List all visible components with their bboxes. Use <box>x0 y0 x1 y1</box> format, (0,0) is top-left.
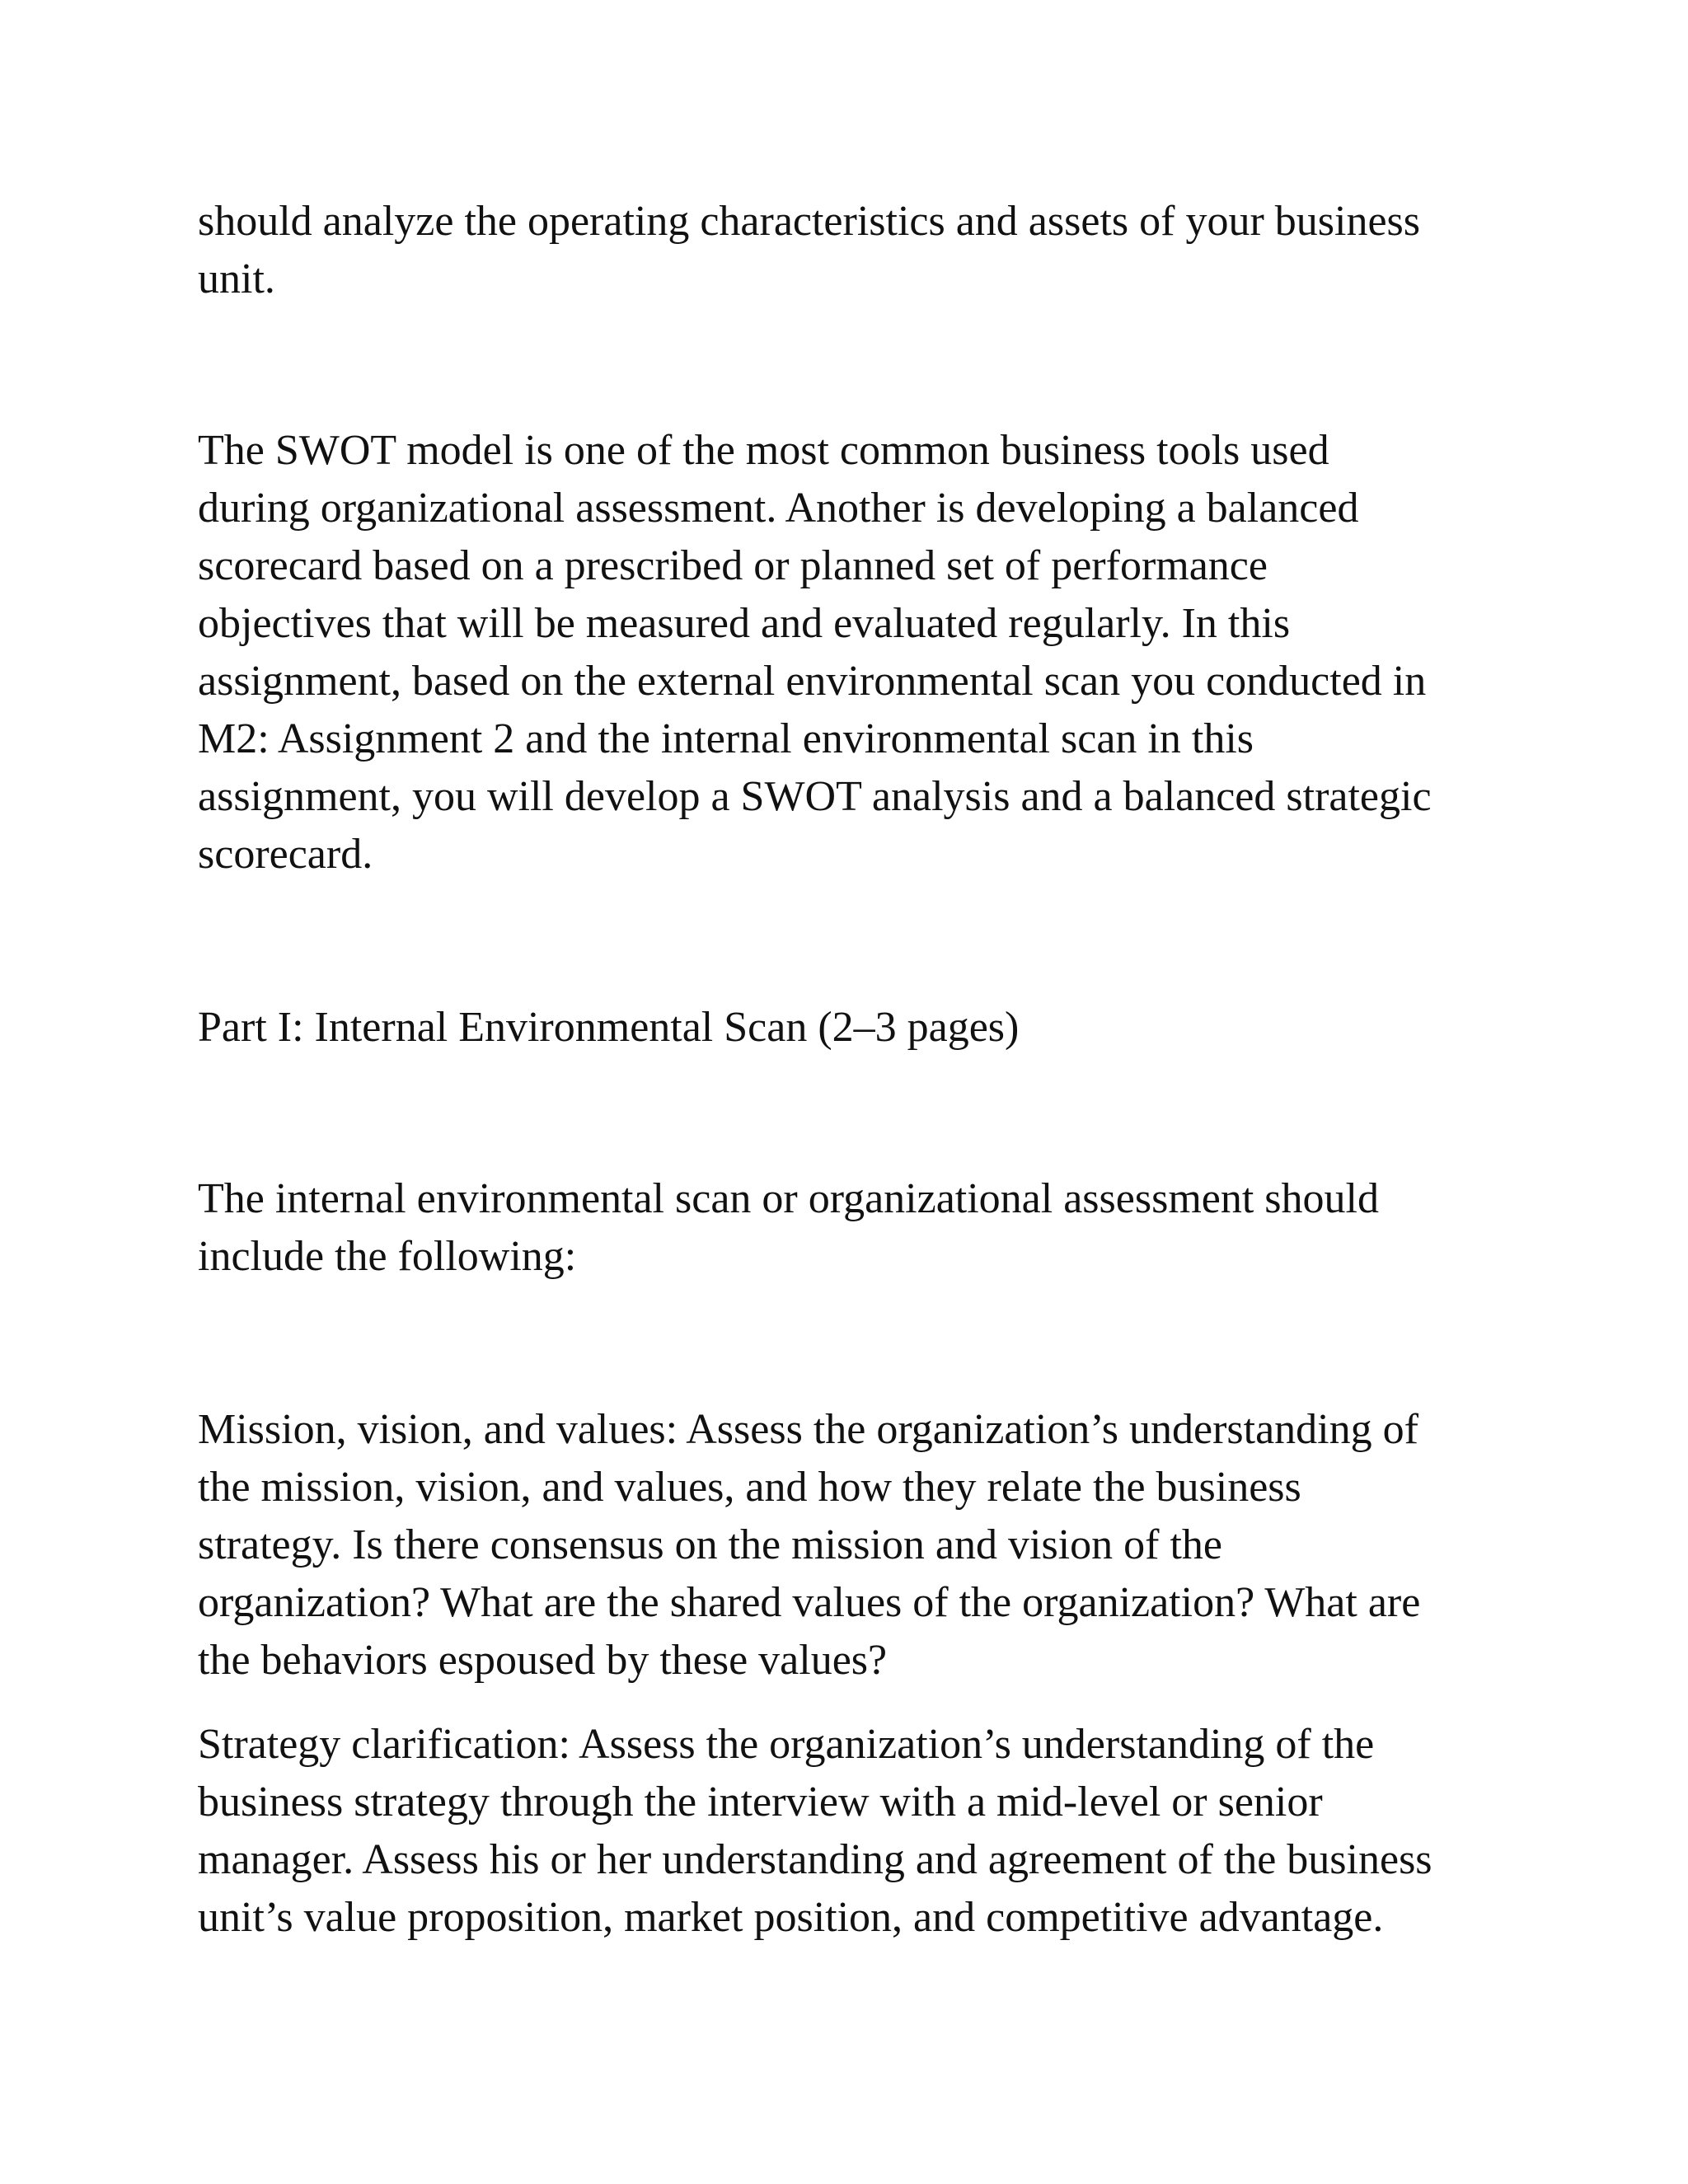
paragraph-scan-intro: The internal environmental scan or organizational assessment should include the following: <box>198 1175 1379 1280</box>
paragraph-strategy-clarification: Strategy clarification: Assess the organization’s understanding of the business strategy through the interview with a mid-level or senior manager. Assess his or her understanding and agreement of the business unit’s value proposition, market position, and competitive advantage. <box>198 1721 1432 1941</box>
section-heading-part-1: Part I: Internal Environmental Scan (2–3 pages) <box>198 1004 1020 1051</box>
paragraph-intro-continuation: should analyze the operating characteristics and assets of your business unit. <box>198 198 1420 302</box>
paragraph-mission-vision-values: Mission, vision, and values: Assess the organization’s understanding of the mission, vision, and values, and how they relate the business strategy. Is there consensus on the mission and vision of the organization? What are the shared values of the organization? What are the behaviors espoused by these values? <box>198 1406 1421 1684</box>
paragraph-swot-overview: The SWOT model is one of the most common business tools used during organizational assessment. Another is developing a balanced scorecard based on a prescribed or planned set of performance objectives that will be measured and evaluated regularly. In this assignment, based on the external environmental scan you conducted in M2: Assignment 2 and the internal environmental scan in this assignment, you will develop a SWOT analysis and a balanced strategic scorecard. <box>198 427 1432 878</box>
